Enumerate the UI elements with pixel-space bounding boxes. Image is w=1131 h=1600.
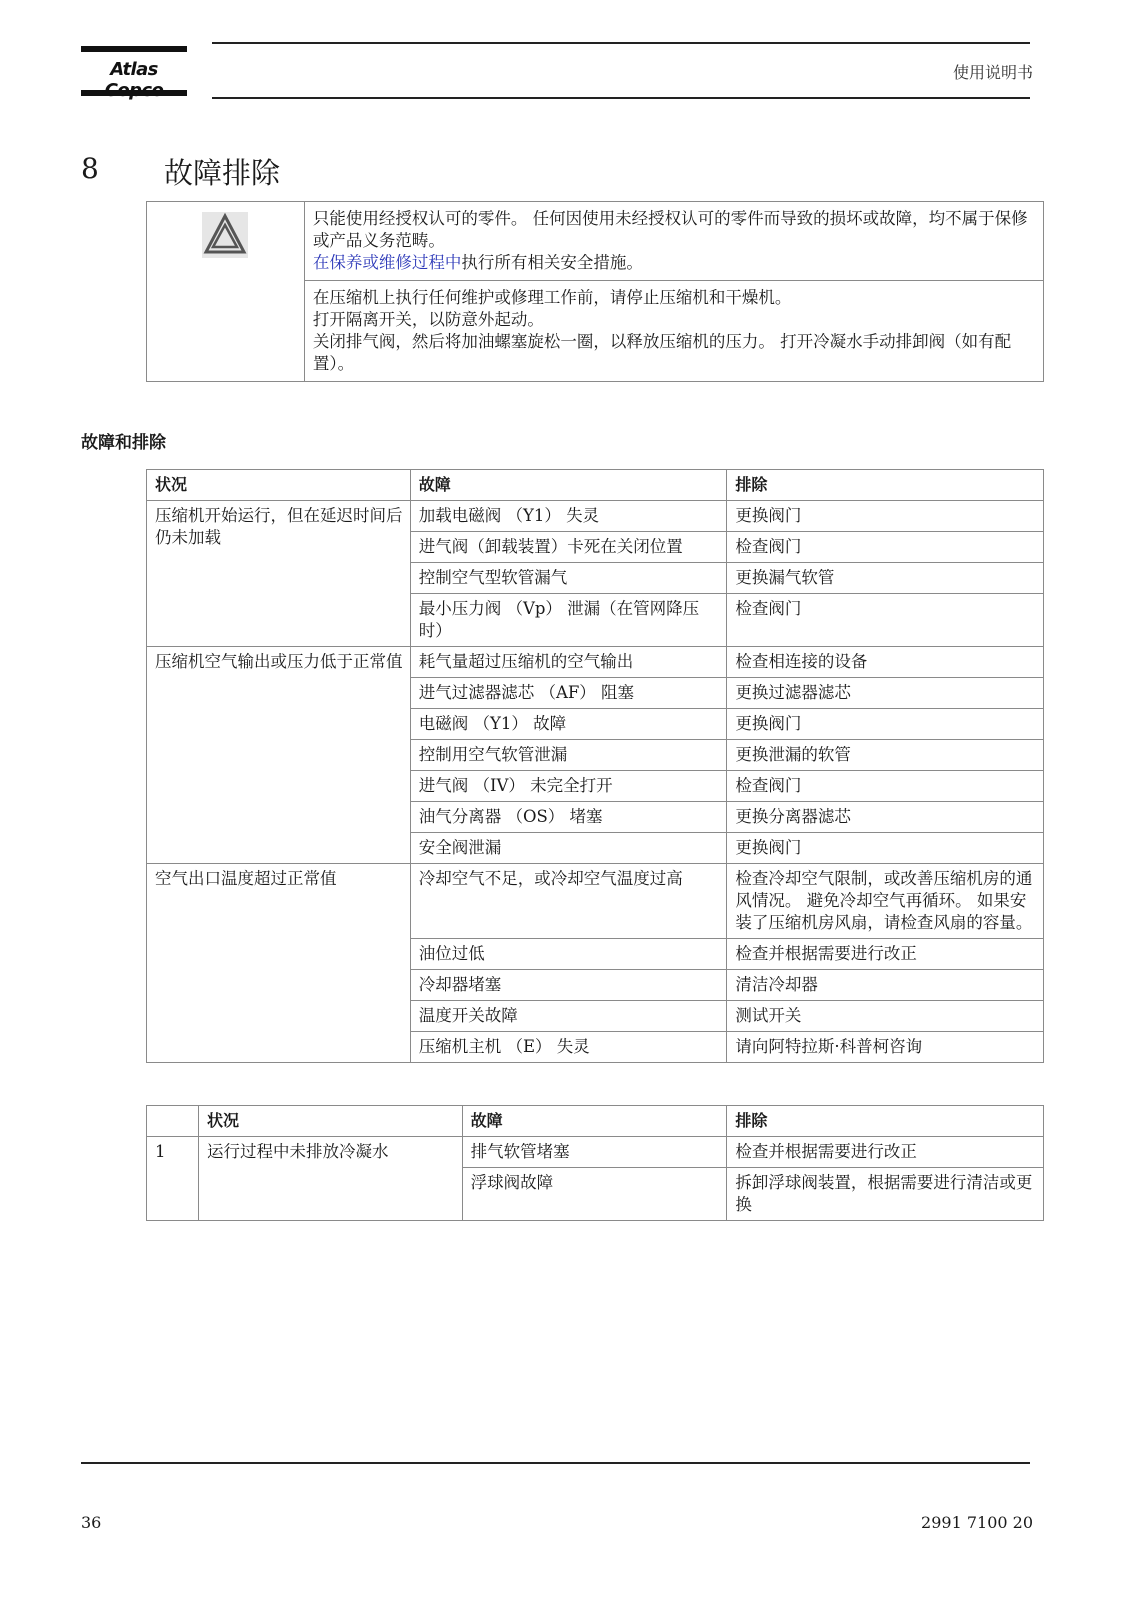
page-number: 36 (81, 1513, 102, 1532)
remedy-cell: 更换阀门 (727, 709, 1044, 740)
fault-cell: 油位过低 (410, 939, 727, 970)
remedy-cell: 检查并根据需要进行改正 (727, 1137, 1044, 1168)
warning-pressure-text: 关闭排气阀，然后将加油螺塞旋松一圈，以释放压缩机的压力。 打开冷凝水手动排卸阀（如有配置）。 (312, 332, 1012, 373)
condition-cell: 压缩机开始运行，但在延迟时间后仍未加载 (147, 501, 411, 647)
fault-cell: 电磁阀 （Y1） 故障 (410, 709, 727, 740)
header-bottom-rule (212, 97, 1030, 99)
header-top-rule (212, 42, 1030, 44)
fault-cell: 最小压力阀 （Vp） 泄漏（在管网降压时） (410, 594, 727, 647)
remedy-cell: 更换分离器滤芯 (727, 802, 1044, 833)
remedy-cell: 检查相连接的设备 (727, 647, 1044, 678)
table-row (147, 647, 1044, 678)
fault-cell: 冷却器堵塞 (410, 970, 727, 1001)
header-remedy: 排除 (727, 470, 1044, 501)
maintenance-safety-link[interactable]: 在保养或维修过程中 (312, 253, 462, 272)
fault-cell: 加载电磁阀 （Y1） 失灵 (410, 501, 727, 532)
table-row (147, 864, 1044, 939)
warning-block-2 (304, 281, 1043, 382)
document-id: 2991 7100 20 (921, 1513, 1033, 1532)
fault-cell: 控制用空气软管泄漏 (410, 740, 727, 771)
fault-table-header (147, 470, 1044, 501)
condition-cell: 空气出口温度超过正常值 (147, 864, 411, 1063)
atlas-copco-logo (81, 46, 187, 100)
table-row (147, 1137, 1044, 1168)
condition-cell: 压缩机空气输出或压力低于正常值 (147, 647, 411, 864)
fault-cell: 控制空气型软管漏气 (410, 563, 727, 594)
header-remedy: 排除 (727, 1106, 1044, 1137)
fault-cell: 进气阀（卸载装置）卡死在关闭位置 (410, 532, 727, 563)
remedy-cell: 请向阿特拉斯·科普柯咨询 (727, 1032, 1044, 1063)
fault-cell: 安全阀泄漏 (410, 833, 727, 864)
fault-cell: 进气阀 （IV） 未完全打开 (410, 771, 727, 802)
remedy-cell: 检查阀门 (727, 771, 1044, 802)
table-row (147, 501, 1044, 532)
drain-table-header (147, 1106, 1044, 1137)
remedy-cell: 检查冷却空气限制，或改善压缩机房的通风情况。 避免冷却空气再循环。 如果安装了压缩机房风扇，请检查风扇的容量。 (727, 864, 1044, 939)
warning-safety-line (313, 252, 1035, 274)
remedy-cell: 更换过滤器滤芯 (727, 678, 1044, 709)
fault-cell: 浮球阀故障 (462, 1168, 727, 1221)
logo-top-bar (81, 46, 187, 52)
section-number: 8 (81, 152, 99, 185)
logo-bottom-bar (81, 90, 187, 96)
fault-cell: 温度开关故障 (410, 1001, 727, 1032)
warning-parts-text: 只能使用经授权认可的零件。 任何因使用未经授权认可的零件而导致的损坏或故障，均不属于保修或产品义务范畴。 (312, 209, 1028, 250)
remedy-cell: 更换阀门 (727, 833, 1044, 864)
remedy-cell: 清洁冷却器 (727, 970, 1044, 1001)
section-title: 故障排除 (164, 156, 281, 190)
logo-text: Atlas (110, 59, 158, 80)
header-condition: 状况 (147, 470, 411, 501)
remedy-cell: 检查并根据需要进行改正 (727, 939, 1044, 970)
faults-heading: 故障和排除 (81, 433, 166, 453)
remedy-cell: 拆卸浮球阀装置，根据需要进行清洁或更换 (727, 1168, 1044, 1221)
drain-table (146, 1105, 1044, 1221)
remedy-cell: 更换阀门 (727, 501, 1044, 532)
footer-rule (81, 1462, 1030, 1464)
doc-type-label: 使用说明书 (952, 63, 1033, 82)
row-number-cell: 1 (147, 1137, 199, 1221)
header-fault: 故障 (462, 1106, 727, 1137)
header-fault: 故障 (410, 470, 727, 501)
fault-cell: 冷却空气不足，或冷却空气温度过高 (410, 864, 727, 939)
warning-icon-cell (147, 202, 305, 382)
remedy-cell: 检查阀门 (727, 532, 1044, 563)
remedy-cell: 更换漏气软管 (727, 563, 1044, 594)
remedy-cell: 更换泄漏的软管 (727, 740, 1044, 771)
condition-cell: 运行过程中未排放冷凝水 (198, 1137, 462, 1221)
warning-safety-text: 执行所有相关安全措施。 (461, 253, 643, 272)
fault-cell: 耗气量超过压缩机的空气输出 (410, 647, 727, 678)
header-number (147, 1106, 199, 1137)
warning-isolation-text: 打开隔离开关，以防意外起动。 (312, 310, 544, 329)
warning-table (146, 201, 1044, 382)
fault-cell: 压缩机主机 （E） 失灵 (410, 1032, 727, 1063)
header-condition: 状况 (198, 1106, 462, 1137)
fault-table (146, 469, 1044, 1063)
remedy-cell: 测试开关 (727, 1001, 1044, 1032)
remedy-cell: 检查阀门 (727, 594, 1044, 647)
fault-cell: 排气软管堵塞 (462, 1137, 727, 1168)
fault-cell: 进气过滤器滤芯 （AF） 阻塞 (410, 678, 727, 709)
warning-triangle-icon (202, 212, 248, 258)
warning-stop-text: 在压缩机上执行任何维护或修理工作前，请停止压缩机和干燥机。 (312, 288, 792, 307)
fault-cell: 油气分离器 （OS） 堵塞 (410, 802, 727, 833)
warning-block-1 (304, 202, 1043, 281)
